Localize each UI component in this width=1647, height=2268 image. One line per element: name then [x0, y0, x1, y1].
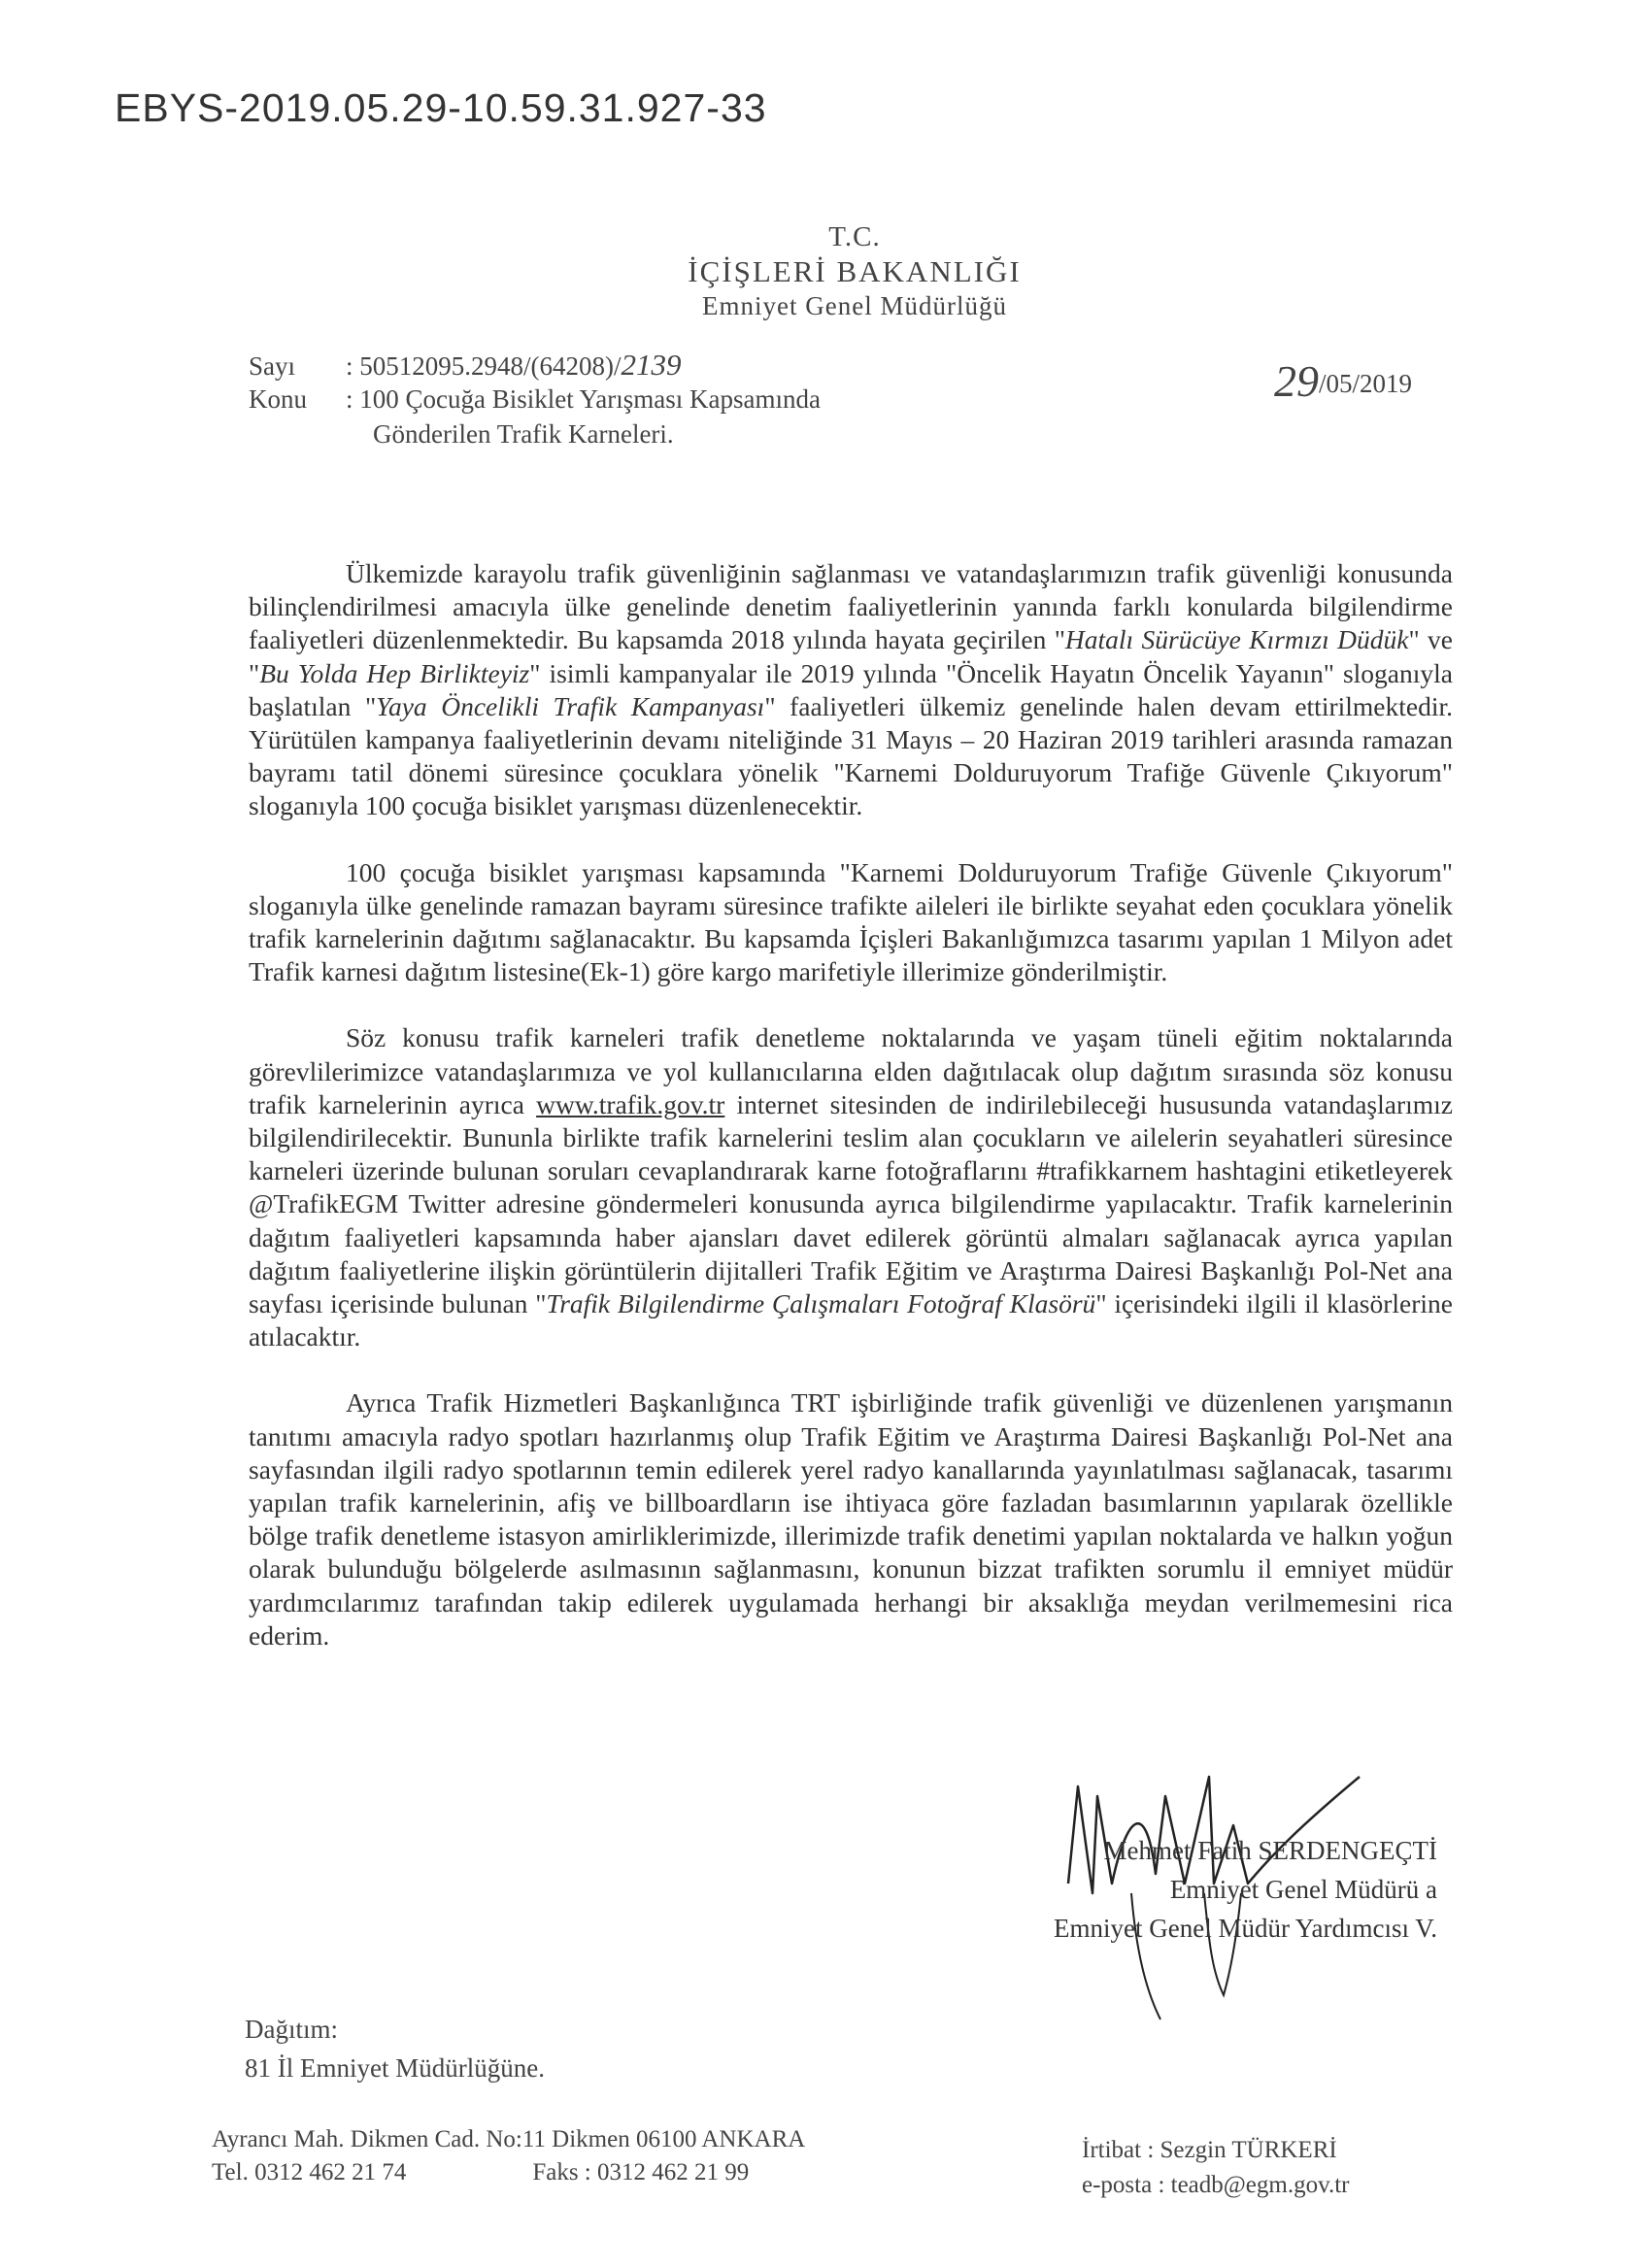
p1-text-c: " isimli kampanyalar ile 2019 yılında "Öncelik Hayatın Öncelik Yayanın" sloganıyla başlatılan " — [249, 657, 1453, 721]
footer-contact: İrtibat : Sezgin TÜRKERİ — [1082, 2137, 1337, 2163]
konu-value: : 100 Çocuğa Bisiklet Yarışması Kapsamında — [346, 384, 821, 414]
signatory-title-1: Emniyet Genel Müdürü a — [1169, 1875, 1437, 1904]
header-ministry: İÇİŞLERİ BAKANLIĞI — [688, 254, 1022, 288]
website-link[interactable]: www.trafik.gov.tr — [536, 1088, 725, 1119]
konu-label: Konu — [249, 384, 307, 414]
signatory-title-2: Emniyet Genel Müdür Yardımcısı V. — [1054, 1914, 1437, 1943]
header-tc: T.C. — [828, 221, 881, 252]
date-day-handwritten: 29 — [1274, 356, 1319, 406]
distribution — [245, 2010, 545, 2087]
sayi-handwritten: 2139 — [621, 348, 682, 382]
distribution-label: Dağıtım: — [245, 2015, 338, 2044]
signature-block — [971, 1831, 1437, 1948]
sayi-label: Sayı — [249, 351, 296, 381]
campaign-name-1: Hatalı Sürücüye Kırmızı Düdük — [1064, 624, 1409, 655]
campaign-name-2: Bu Yolda Hep Birlikteyiz — [259, 657, 530, 688]
campaign-name-3: Yaya Öncelikli Trafik Kampanyası — [376, 690, 765, 721]
header-department: Emniyet Genel Müdürlüğü — [702, 291, 1007, 320]
footer-tel: Tel. 0312 462 21 74 — [212, 2159, 407, 2185]
document-date — [1274, 351, 1413, 406]
paragraph-2: 100 çocuğa bisiklet yarışması kapsamında "Karnemi Dolduruyorum Trafiğe Güvenle Çıkıyorum" sloganıyla ülke genelinde ramazan bayramı süresince trafikte aileleri ile birlikte seyahat eden çocuklara yönelik trafik karnelerinin dağıtımı sağlanacaktır. Bu kapsamda İçişleri Bakanlığımızca tasarımı yapılan 1 Milyon adet Trafik karnesi dağıtım listesine(Ek-1) göre kargo marifetiyle illerimize gönderilmiştir. — [249, 856, 1453, 987]
p3-text-a: Söz konusu trafik karneleri trafik denetleme noktalarında ve yaşam tüneli eğitim noktalarında görevlilerimizce vatandaşlarımıza ve yol kullanıcılarına elden dağıtılacak olup dağıtım sırasında söz konusu trafik karnelerinin ayrıca — [249, 1022, 1453, 1119]
sayi-value: : 50512095.2948/(64208)/ — [346, 351, 622, 381]
p1-text-b: " ve " — [249, 624, 1453, 688]
letter-body — [249, 557, 1453, 1685]
p3-text-b: internet sitesinden de indirilebileceği hususunda vatandaşlarımız bilgilendirilecektir. Bununla birlikte trafik karnelerini teslim alan çocukların ve ailelerin seyahatleri süresince karneleri üzerinde bulunan soruları cevaplandırarak karne fotoğraflarını #trafikkarnem hashtagini etiketleyerek @TrafikEGM Twitter adresine göndermeleri konusunda ayrıca bilgilendirme yapılacaktır. Trafik karnelerinin dağıtım faaliyetleri kapsamında haber ajansları davet edilerek görüntü almaları sağlanacak ayrıca yapılan dağıtım faaliyetlerine ilişkin görüntülerin dijitalleri Trafik Eğitim ve Araştırma Dairesi Başkanlığı Pol-Net ana sayfası içerisinde bulunan " — [249, 1088, 1453, 1319]
konu-line2: Gönderilen Trafik Karneleri. — [373, 419, 674, 449]
paragraph-1 — [249, 557, 1453, 823]
p1-text-d: " faaliyetleri ülkemiz genelinde halen devam ettirilmektedir. Yürütülen kampanya faaliyetlerinin devamı niteliğinde 31 Mayıs – 20 Haziran 2019 tarihleri arasında ramazan bayramı tatil dönemi süresince çocuklara yönelik "Karnemi Dolduruyorum Trafiğe Güvenle Çıkıyorum" sloganıyla 100 çocuğa bisiklet yarışması düzenlenecektir. — [249, 690, 1453, 821]
document-id: EBYS-2019.05.29-10.59.31.927-33 — [115, 85, 767, 130]
footer-contact-block — [1082, 2133, 1350, 2203]
paragraph-3 — [249, 1021, 1453, 1353]
folder-name: Trafik Bilgilendirme Çalışmaları Fotoğraf Klasörü — [546, 1288, 1096, 1319]
sayi-row — [249, 348, 682, 383]
date-rest: /05/2019 — [1319, 369, 1413, 398]
distribution-item: 81 İl Emniyet Müdürlüğüne. — [245, 2053, 545, 2083]
footer-fax: Faks : 0312 462 21 99 — [532, 2159, 750, 2185]
signatory-name: Mehmet Fatih SERDENGEÇTİ — [1103, 1836, 1437, 1865]
footer-address: Ayrancı Mah. Dikmen Cad. No:11 Dikmen 06100 ANKARA — [212, 2126, 806, 2152]
paragraph-4: Ayrıca Trafik Hizmetleri Başkanlığınca TRT işbirliğinde trafik güvenliği ve düzenlenen yarışmanın tanıtımı amacıyla radyo spotları hazırlanmış olup Trafik Eğitim ve Araştırma Dairesi Başkanlığı Pol-Net ana sayfasından ilgili radyo spotlarının temin edilerek yerel radyo kanallarında yayınlatılması sağlanacak, tasarımı yapılan trafik karnelerinin, afiş ve billboardların ise ihtiyaca göre fazladan basımlarının yapılarak özellikle bölge trafik denetleme istasyon amirliklerimizde, illerimizde trafik denetimi yapılan noktalarda ve halkın yoğun olarak bulunduğu bölgelerde asılmasının sağlanmasını, konunun bizzat trafikten sorumlu il emniyet müdür yardımcılarımız tarafından takip edilerek uygulamada herhangi bir aksaklığa meydan verilmemesini rica ederim. — [249, 1387, 1453, 1651]
p1-text-a: Ülkemizde karayolu trafik güvenliğinin sağlanması ve vatandaşlarımızın trafik güvenliği konusunda bilinçlendirilmesi amacıyla ülke genelinde denetim faaliyetlerinin yanında farklı konularda bilgilendirme faaliyetleri düzenlenmektedir. Bu kapsamda 2018 yılında hayata geçirilen " — [249, 558, 1453, 655]
footer-address-block — [212, 2123, 805, 2189]
footer-email: e-posta : teadb@egm.gov.tr — [1082, 2172, 1350, 2198]
p3-text-c: " içerisindeki ilgili il klasörlerine atılacaktır. — [249, 1288, 1453, 1352]
konu-row — [249, 384, 821, 415]
